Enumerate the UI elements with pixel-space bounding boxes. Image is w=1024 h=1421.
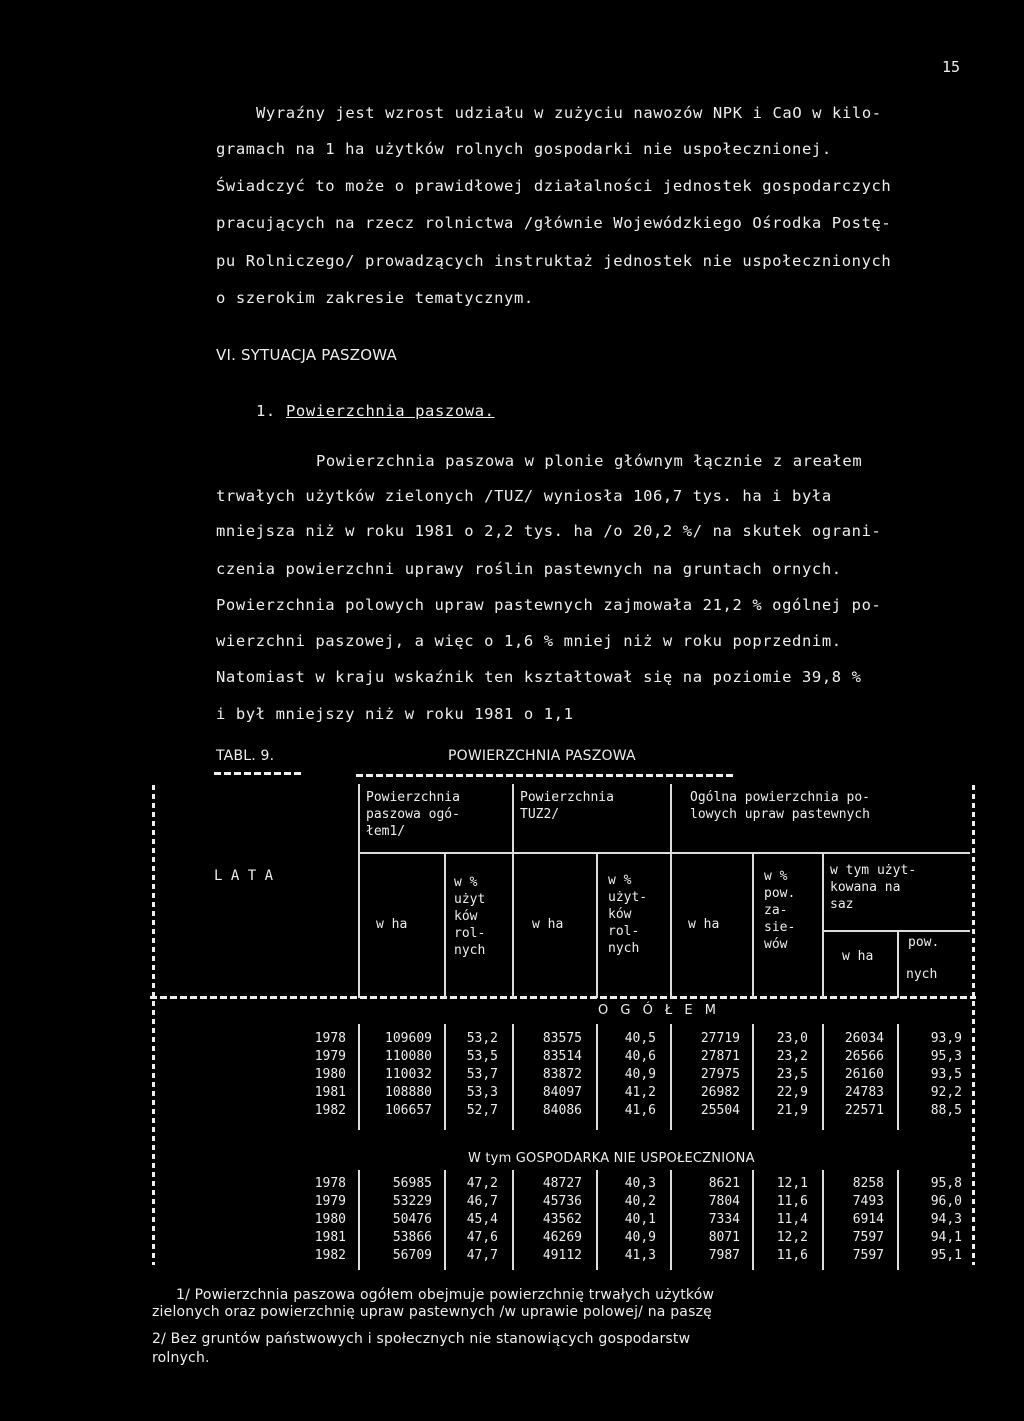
cell-field-ha: 8071 bbox=[708, 1230, 740, 1245]
text-line: pu Rolniczego/ prowadzących instruktaż jednostek nie uspołecznionych bbox=[216, 252, 892, 270]
dash-rule bbox=[150, 996, 976, 999]
cell-silage-ha: 6914 bbox=[852, 1212, 884, 1227]
column-rule bbox=[596, 854, 598, 998]
cell-silage-ha: 24783 bbox=[844, 1085, 884, 1100]
header-pct: w % użyt- ków rol- nych bbox=[608, 873, 648, 956]
text-line: czenia powierzchni uprawy roślin pastewnych na gruntach ornych. bbox=[216, 560, 842, 578]
header-ha: w ha bbox=[532, 917, 564, 932]
cell-year: 1978 bbox=[314, 1031, 346, 1046]
column-rule bbox=[512, 1024, 514, 1130]
cell-silage-ha: 7597 bbox=[852, 1230, 884, 1245]
cell-silage-pct: 94,1 bbox=[930, 1230, 962, 1245]
cell-silage-ha: 26566 bbox=[844, 1049, 884, 1064]
cell-field-ha: 7334 bbox=[708, 1212, 740, 1227]
page-number: 15 bbox=[941, 58, 960, 76]
column-rule bbox=[822, 1170, 824, 1270]
text-line: Wyraźny jest wzrost udziału w zużyciu nawozów NPK i CaO w kilo- bbox=[256, 104, 882, 122]
column-rule bbox=[358, 1024, 360, 1130]
text-line: Powierzchnia polowych upraw pastewnych zajmowała 21,2 % ogólnej po- bbox=[216, 596, 882, 614]
cell-field-ha: 27975 bbox=[700, 1067, 740, 1082]
cell-tuz-pct: 40,9 bbox=[624, 1067, 656, 1082]
cell-year: 1980 bbox=[314, 1212, 346, 1227]
text-line: wierzchni paszowej, a więc o 1,6 % mniej niż w roku poprzednim. bbox=[216, 632, 842, 650]
subsection-title: Powierzchnia paszowa. bbox=[286, 402, 495, 420]
cell-area-ha: 110080 bbox=[385, 1049, 432, 1064]
cell-tuz-ha: 49112 bbox=[542, 1248, 582, 1263]
section-total-label: O G Ó Ł E M bbox=[598, 1003, 720, 1018]
table-title: POWIERZCHNIA PASZOWA bbox=[448, 748, 636, 764]
header-pct: w % użyt ków rol- nych bbox=[454, 875, 486, 958]
column-rule bbox=[670, 1024, 672, 1130]
text-line: gramach na 1 ha użytków rolnych gospodarki nie uspołecznionej. bbox=[216, 140, 832, 158]
text-line: Natomiast w kraju wskaźnik ten kształtował się na poziomie 39,8 % bbox=[216, 668, 862, 686]
column-rule bbox=[670, 1170, 672, 1270]
footnote-1-line: zielonych oraz powierzchnię upraw pastewnych /w uprawie polowej/ na paszę bbox=[152, 1304, 712, 1320]
cell-field-ha: 26982 bbox=[700, 1085, 740, 1100]
cell-tuz-pct: 41,3 bbox=[624, 1248, 656, 1263]
column-rule bbox=[897, 1170, 899, 1270]
header-rule bbox=[822, 930, 970, 932]
cell-year: 1982 bbox=[314, 1248, 346, 1263]
cell-tuz-ha: 83575 bbox=[542, 1031, 582, 1046]
cell-field-pct: 23,0 bbox=[776, 1031, 808, 1046]
cell-field-pct: 23,2 bbox=[776, 1049, 808, 1064]
cell-tuz-pct: 40,5 bbox=[624, 1031, 656, 1046]
cell-area-ha: 56985 bbox=[392, 1176, 432, 1191]
cell-silage-pct: 88,5 bbox=[930, 1103, 962, 1118]
header-pasture-total: Powierzchnia paszowa ogó- łem1/ bbox=[366, 790, 460, 839]
cell-field-ha: 25504 bbox=[700, 1103, 740, 1118]
cell-tuz-ha: 84086 bbox=[542, 1103, 582, 1118]
cell-silage-ha: 26160 bbox=[844, 1067, 884, 1082]
cell-year: 1979 bbox=[314, 1194, 346, 1209]
cell-tuz-pct: 41,6 bbox=[624, 1103, 656, 1118]
column-rule bbox=[596, 1170, 598, 1270]
cell-pct-ur: 46,7 bbox=[466, 1194, 498, 1209]
cell-area-ha: 110032 bbox=[385, 1067, 432, 1082]
cell-field-pct: 23,5 bbox=[776, 1067, 808, 1082]
column-rule bbox=[897, 1024, 899, 1130]
column-rule bbox=[444, 1170, 446, 1270]
cell-area-ha: 53866 bbox=[392, 1230, 432, 1245]
cell-tuz-pct: 40,9 bbox=[624, 1230, 656, 1245]
footnote-2-line: rolnych. bbox=[152, 1350, 210, 1366]
column-rule bbox=[752, 854, 754, 998]
column-rule bbox=[444, 854, 446, 998]
cell-area-ha: 53229 bbox=[392, 1194, 432, 1209]
cell-area-ha: 109609 bbox=[385, 1031, 432, 1046]
text-line: mniejsza niż w roku 1981 o 2,2 tys. ha /o 20,2 %/ na skutek ograni- bbox=[216, 522, 882, 540]
text-line: trwałych użytków zielonych /TUZ/ wyniosła 106,7 tys. ha i była bbox=[216, 487, 832, 505]
cell-field-pct: 11,4 bbox=[776, 1212, 808, 1227]
cell-silage-ha: 22571 bbox=[844, 1103, 884, 1118]
cell-silage-pct: 95,8 bbox=[930, 1176, 962, 1191]
header-nych: nych bbox=[906, 967, 938, 982]
header-rule bbox=[358, 852, 970, 854]
cell-silage-ha: 7597 bbox=[852, 1248, 884, 1263]
column-rule bbox=[752, 1024, 754, 1130]
cell-tuz-pct: 40,6 bbox=[624, 1049, 656, 1064]
cell-field-pct: 12,1 bbox=[776, 1176, 808, 1191]
cell-year: 1978 bbox=[314, 1176, 346, 1191]
cell-year: 1981 bbox=[314, 1085, 346, 1100]
cell-field-pct: 21,9 bbox=[776, 1103, 808, 1118]
section-private-label: W tym GOSPODARKA NIE USPOŁECZNIONA bbox=[468, 1151, 755, 1166]
header-field-fodder: Ogólna powierzchnia po- lowych upraw pastewnych bbox=[690, 790, 871, 822]
column-rule bbox=[512, 784, 514, 998]
cell-tuz-ha: 83514 bbox=[542, 1049, 582, 1064]
header-used-for-silage: w tym użyt- kowana na saz bbox=[830, 863, 917, 912]
footnote-2-line: 2/ Bez gruntów państwowych i społecznych nie stanowiących gospodarstw bbox=[152, 1331, 691, 1347]
column-rule bbox=[670, 784, 672, 998]
cell-silage-pct: 92,2 bbox=[930, 1085, 962, 1100]
column-rule bbox=[358, 1170, 360, 1270]
header-pct-sown: w % pow. za- sie- wów bbox=[764, 869, 796, 952]
text-line: o szerokim zakresie tematycznym. bbox=[216, 289, 534, 307]
header-ha: w ha bbox=[376, 917, 408, 932]
cell-year: 1979 bbox=[314, 1049, 346, 1064]
cell-pct-ur: 53,7 bbox=[466, 1067, 498, 1082]
column-rule bbox=[822, 1024, 824, 1130]
cell-field-pct: 22,9 bbox=[776, 1085, 808, 1100]
left-border bbox=[152, 785, 155, 1265]
cell-pct-ur: 47,2 bbox=[466, 1176, 498, 1191]
cell-silage-pct: 93,9 bbox=[930, 1031, 962, 1046]
header-pow: pow. bbox=[908, 935, 940, 950]
header-years: L A T A bbox=[214, 868, 274, 884]
dash-rule bbox=[214, 772, 304, 775]
cell-tuz-pct: 40,1 bbox=[624, 1212, 656, 1227]
column-rule bbox=[752, 1170, 754, 1270]
cell-silage-ha: 26034 bbox=[844, 1031, 884, 1046]
text-line: Powierzchnia paszowa w plonie głównym łącznie z areałem bbox=[316, 452, 863, 470]
column-rule bbox=[822, 854, 824, 998]
cell-year: 1980 bbox=[314, 1067, 346, 1082]
cell-pct-ur: 47,6 bbox=[466, 1230, 498, 1245]
cell-pct-ur: 53,5 bbox=[466, 1049, 498, 1064]
cell-tuz-pct: 41,2 bbox=[624, 1085, 656, 1100]
cell-area-ha: 50476 bbox=[392, 1212, 432, 1227]
cell-tuz-ha: 43562 bbox=[542, 1212, 582, 1227]
dash-rule bbox=[356, 774, 736, 777]
cell-silage-pct: 96,0 bbox=[930, 1194, 962, 1209]
cell-field-ha: 27719 bbox=[700, 1031, 740, 1046]
cell-field-ha: 27871 bbox=[700, 1049, 740, 1064]
text-line: i był mniejszy niż w roku 1981 o 1,1 bbox=[216, 705, 574, 723]
cell-pct-ur: 53,2 bbox=[466, 1031, 498, 1046]
cell-area-ha: 56709 bbox=[392, 1248, 432, 1263]
cell-tuz-ha: 84097 bbox=[542, 1085, 582, 1100]
cell-silage-pct: 95,1 bbox=[930, 1248, 962, 1263]
section-title: VI. SYTUACJA PASZOWA bbox=[216, 346, 397, 364]
header-ha: w ha bbox=[688, 917, 720, 932]
cell-tuz-pct: 40,2 bbox=[624, 1194, 656, 1209]
cell-silage-ha: 8258 bbox=[852, 1176, 884, 1191]
cell-pct-ur: 52,7 bbox=[466, 1103, 498, 1118]
cell-year: 1982 bbox=[314, 1103, 346, 1118]
cell-pct-ur: 45,4 bbox=[466, 1212, 498, 1227]
footnote-1-line: 1/ Powierzchnia paszowa ogółem obejmuje powierzchnię trwałych użytków bbox=[176, 1287, 715, 1303]
cell-tuz-ha: 45736 bbox=[542, 1194, 582, 1209]
cell-silage-pct: 93,5 bbox=[930, 1067, 962, 1082]
cell-pct-ur: 47,7 bbox=[466, 1248, 498, 1263]
table-label: TABL. 9. bbox=[216, 748, 275, 764]
cell-field-pct: 11,6 bbox=[776, 1248, 808, 1263]
cell-tuz-ha: 46269 bbox=[542, 1230, 582, 1245]
cell-field-ha: 7804 bbox=[708, 1194, 740, 1209]
header-ha: w ha bbox=[842, 949, 874, 964]
cell-tuz-ha: 48727 bbox=[542, 1176, 582, 1191]
cell-field-ha: 8621 bbox=[708, 1176, 740, 1191]
column-rule bbox=[512, 1170, 514, 1270]
cell-field-ha: 7987 bbox=[708, 1248, 740, 1263]
header-tuz: Powierzchnia TUZ2/ bbox=[520, 790, 614, 822]
cell-tuz-ha: 83872 bbox=[542, 1067, 582, 1082]
cell-silage-pct: 95,3 bbox=[930, 1049, 962, 1064]
cell-year: 1981 bbox=[314, 1230, 346, 1245]
subsection-number: 1. bbox=[256, 402, 276, 420]
text-line: Świadczyć to może o prawidłowej działalności jednostek gospodarczych bbox=[216, 177, 892, 195]
column-rule bbox=[897, 932, 899, 998]
cell-area-ha: 108880 bbox=[385, 1085, 432, 1100]
cell-silage-ha: 7493 bbox=[852, 1194, 884, 1209]
text-line: pracujących na rzecz rolnictwa /głównie Wojewódzkiego Ośrodka Postę- bbox=[216, 214, 892, 232]
right-border bbox=[972, 785, 975, 1265]
column-rule bbox=[444, 1024, 446, 1130]
cell-field-pct: 12,2 bbox=[776, 1230, 808, 1245]
column-rule bbox=[596, 1024, 598, 1130]
cell-area-ha: 106657 bbox=[385, 1103, 432, 1118]
cell-field-pct: 11,6 bbox=[776, 1194, 808, 1209]
cell-silage-pct: 94,3 bbox=[930, 1212, 962, 1227]
column-rule bbox=[358, 784, 360, 998]
cell-tuz-pct: 40,3 bbox=[624, 1176, 656, 1191]
cell-pct-ur: 53,3 bbox=[466, 1085, 498, 1100]
